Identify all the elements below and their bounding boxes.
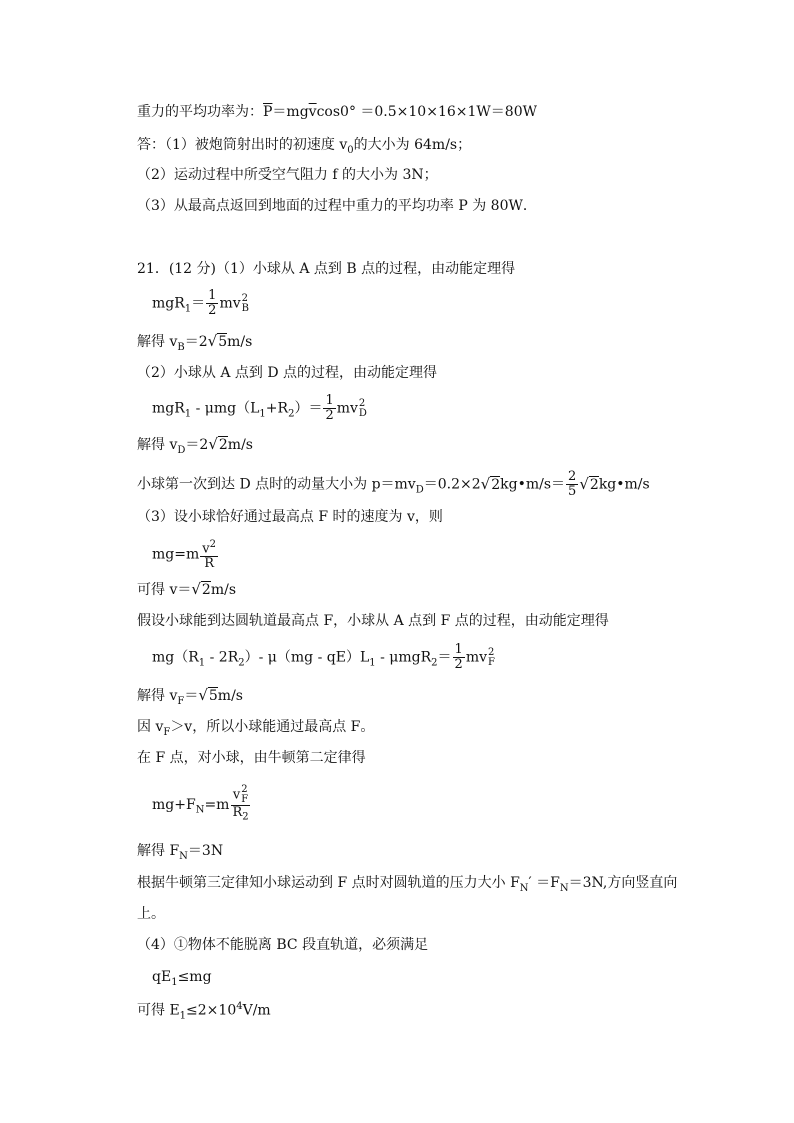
text: 的大小为 64m/s； bbox=[353, 137, 472, 153]
radicand: 5 bbox=[208, 688, 218, 704]
denominator: 2 bbox=[208, 303, 217, 318]
sqrt bbox=[579, 475, 598, 494]
text: 解得 v bbox=[137, 437, 178, 453]
sqrt-icon: √ bbox=[579, 474, 589, 493]
radicand: 2 bbox=[491, 476, 501, 493]
numerator: 2 bbox=[568, 469, 577, 484]
sup: 2 bbox=[358, 397, 366, 409]
sub: 1 bbox=[184, 408, 192, 420]
denominator: 2 bbox=[454, 657, 463, 672]
fraction bbox=[323, 394, 335, 423]
text: 解得 v bbox=[137, 688, 178, 704]
equation-3 bbox=[152, 538, 219, 571]
part-2-heading: （2）小球从 A 点到 D 点的过程，由动能定理得 bbox=[137, 365, 438, 381]
denominator: 5 bbox=[568, 484, 577, 499]
text: v bbox=[232, 787, 241, 803]
text: mg+F bbox=[152, 796, 196, 813]
sup: 4 bbox=[236, 1001, 243, 1012]
sqrt-icon: √ bbox=[480, 474, 491, 493]
text: - μmgR bbox=[375, 649, 432, 666]
answer-2: （2）运动过程中所受空气阻力 f 的大小为 3N； bbox=[137, 167, 438, 183]
text: mv bbox=[336, 400, 358, 417]
result-vd bbox=[137, 435, 253, 460]
radicand: 2 bbox=[218, 437, 228, 453]
sub: 2 bbox=[288, 408, 295, 420]
text: qE bbox=[152, 969, 172, 985]
radicand: 5 bbox=[218, 334, 228, 350]
text: ）- μ（mg - qE）L bbox=[244, 649, 370, 666]
sub: N bbox=[519, 882, 529, 894]
text: mgR bbox=[152, 295, 185, 312]
v-bar: $\overline{v}$ bbox=[308, 104, 317, 120]
sub: B bbox=[241, 302, 249, 314]
sub: D bbox=[358, 407, 367, 419]
radicand: 2 bbox=[201, 582, 211, 598]
denominator bbox=[230, 806, 250, 825]
sqrt bbox=[481, 475, 500, 494]
sqrt bbox=[208, 332, 227, 351]
supsub bbox=[241, 785, 248, 805]
text: 解得 v bbox=[137, 334, 178, 350]
text: m/s bbox=[227, 437, 253, 453]
fraction bbox=[230, 785, 250, 825]
sub: 1 bbox=[198, 657, 206, 669]
part-3-heading: （3）设小球恰好通过最高点 F 时的速度为 v，则 bbox=[137, 509, 443, 525]
denominator: R bbox=[204, 556, 215, 572]
result-v bbox=[137, 580, 236, 599]
text: mgR bbox=[152, 400, 185, 417]
equation-6 bbox=[152, 968, 212, 992]
text: R bbox=[232, 805, 243, 820]
text: ≤2×10 bbox=[186, 1002, 237, 1019]
p-bar: $\overline{P}$ bbox=[263, 104, 273, 120]
sub: F bbox=[488, 656, 495, 668]
text: cos0° ＝0.5×10×16×1W＝80W bbox=[316, 104, 537, 120]
sqrt bbox=[191, 580, 210, 599]
sub: 1 bbox=[184, 303, 192, 315]
sub: 2 bbox=[242, 811, 249, 823]
third-law-cont: 上。 bbox=[137, 906, 165, 922]
sub: N bbox=[559, 882, 569, 894]
sub: B bbox=[177, 341, 185, 353]
text: =m bbox=[204, 796, 230, 813]
text: 答：（1）被炮筒射出时的初速度 v bbox=[137, 137, 348, 153]
sub: F bbox=[163, 726, 171, 738]
text: 可得 E bbox=[137, 1002, 180, 1019]
numerator: 1 bbox=[325, 393, 334, 408]
text: ＝2 bbox=[185, 437, 209, 453]
supsub bbox=[359, 399, 367, 419]
text: mg（R bbox=[152, 649, 199, 666]
text: ）＝ bbox=[294, 400, 323, 417]
text: m/s bbox=[217, 688, 243, 704]
equation-5 bbox=[152, 785, 252, 825]
text: 重力的平均功率为： bbox=[137, 104, 263, 120]
text: ＝ bbox=[191, 295, 206, 312]
result-e1 bbox=[137, 998, 271, 1025]
numerator: 1 bbox=[208, 288, 217, 303]
sqrt-icon: √ bbox=[208, 435, 218, 453]
text: ＝3N bbox=[187, 843, 224, 859]
text: m/s bbox=[210, 582, 237, 598]
text: mg=m bbox=[152, 546, 200, 563]
sqrt-icon: √ bbox=[207, 332, 218, 350]
sub: D bbox=[415, 484, 424, 496]
text: ＝mg bbox=[272, 104, 309, 120]
text: 可得 v＝ bbox=[137, 582, 192, 598]
text: 根据牛顿第三定律知小球运动到 F 点时对圆轨道的压力大小 F bbox=[137, 875, 520, 891]
sub: F bbox=[177, 695, 185, 707]
text: V/m bbox=[242, 1002, 271, 1019]
equation-4 bbox=[152, 643, 495, 672]
sup: 2 bbox=[488, 646, 495, 658]
sqrt-icon: √ bbox=[191, 580, 201, 598]
text: ＝2 bbox=[184, 334, 208, 350]
result-fn bbox=[137, 842, 223, 866]
sub: 1 bbox=[259, 408, 266, 420]
sub: 2 bbox=[238, 657, 245, 669]
sub: F bbox=[241, 794, 249, 805]
result-vf bbox=[137, 686, 243, 711]
supsub bbox=[488, 648, 495, 668]
sqrt bbox=[208, 435, 227, 454]
equation-1 bbox=[152, 289, 249, 318]
text: ＝0.2×2 bbox=[423, 476, 481, 493]
text: +R bbox=[265, 400, 289, 417]
answer-1 bbox=[137, 136, 471, 160]
newton-line: 在 F 点，对小球，由牛顿第二定律得 bbox=[137, 750, 366, 766]
text: - 2R bbox=[205, 649, 239, 666]
third-law-line bbox=[137, 874, 677, 898]
text-line bbox=[137, 103, 537, 121]
text: kg•m/s＝ bbox=[500, 476, 566, 493]
fraction bbox=[200, 538, 218, 571]
result-vb bbox=[137, 332, 252, 357]
text: ＞v，所以小球能通过最高点 F。 bbox=[170, 719, 375, 735]
conclusion-line bbox=[137, 718, 374, 742]
fraction bbox=[453, 643, 465, 672]
sub: 1 bbox=[369, 657, 376, 669]
text: 解得 F bbox=[137, 843, 180, 859]
momentum-line bbox=[137, 470, 650, 499]
text: kg•m/s bbox=[598, 476, 650, 493]
sub: 1 bbox=[179, 1010, 187, 1022]
text: m/s bbox=[227, 334, 253, 350]
assumption-line: 假设小球能到达圆轨道最高点 F，小球从 A 点到 F 点的过程，由动能定理得 bbox=[137, 613, 609, 629]
sub: 1 bbox=[171, 976, 178, 988]
text: ′ ＝F bbox=[528, 875, 560, 891]
answer-3: （3）从最高点返回到地面的过程中重力的平均功率 P 为 80W． bbox=[137, 198, 537, 214]
sub: 2 bbox=[431, 657, 438, 669]
part-4-heading: （4）①物体不能脱离 BC 段直轨道，必须满足 bbox=[137, 937, 429, 953]
equation-2 bbox=[152, 394, 367, 423]
supsub bbox=[242, 294, 249, 314]
fraction bbox=[566, 470, 578, 499]
text: ＝ bbox=[184, 688, 199, 704]
text: v bbox=[202, 541, 210, 557]
radicand: 2 bbox=[589, 476, 599, 493]
numerator bbox=[231, 785, 250, 806]
problem-21-heading: 21．(12 分)（1）小球从 A 点到 B 点的过程，由动能定理得 bbox=[137, 261, 516, 277]
text: 因 v bbox=[137, 719, 164, 735]
text: mv bbox=[219, 295, 241, 312]
sub: N bbox=[179, 850, 188, 862]
sqrt bbox=[198, 686, 217, 705]
sub: D bbox=[177, 444, 186, 456]
sqrt-icon: √ bbox=[198, 686, 208, 704]
sup: 2 bbox=[209, 539, 216, 550]
text: ＝ bbox=[437, 649, 452, 666]
numerator bbox=[200, 538, 218, 557]
text: ≤mg bbox=[177, 969, 212, 985]
text: 小球第一次到达 D 点时的动量大小为 p＝mv bbox=[137, 476, 416, 493]
sup: 2 bbox=[241, 784, 248, 795]
fraction bbox=[206, 289, 218, 318]
numerator: 1 bbox=[454, 642, 463, 657]
sub: 0 bbox=[347, 144, 354, 156]
text: mv bbox=[465, 649, 487, 666]
sup: 2 bbox=[241, 292, 248, 304]
text: ＝3N,方向竖直向 bbox=[568, 875, 678, 891]
text: - μmg（L bbox=[191, 400, 260, 417]
sub: N bbox=[195, 804, 205, 816]
denominator: 2 bbox=[325, 408, 334, 423]
